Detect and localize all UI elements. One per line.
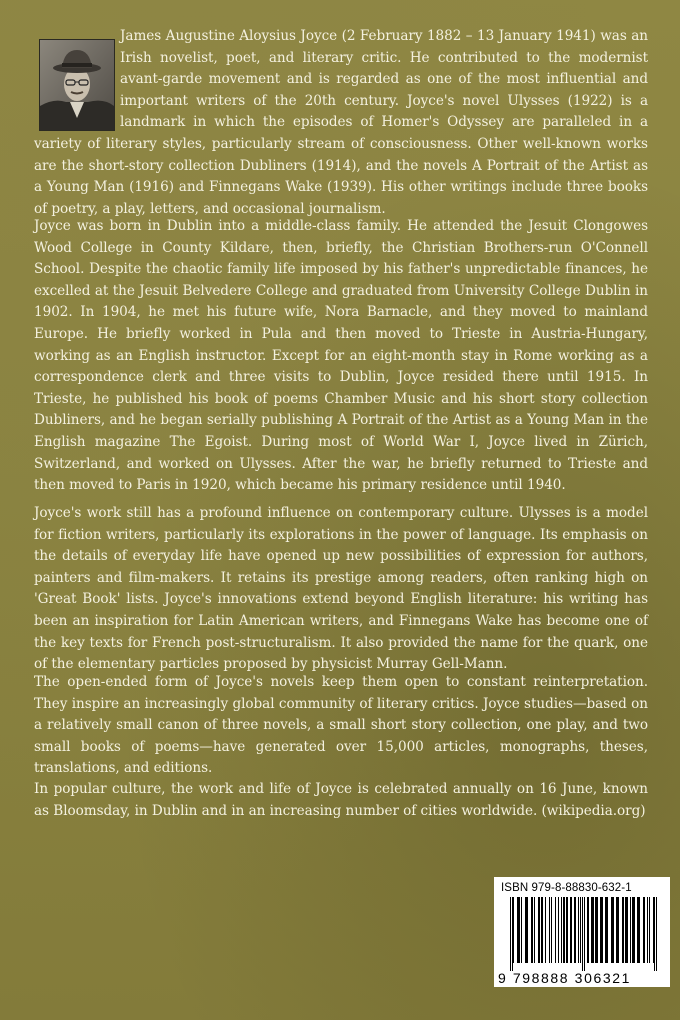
bio-paragraph-2 bbox=[34, 216, 648, 497]
barcode-bar bbox=[558, 897, 559, 963]
barcode-bar bbox=[570, 897, 572, 963]
barcode-bar bbox=[512, 897, 513, 971]
barcode-bar bbox=[647, 897, 648, 963]
portrait-spacer bbox=[34, 26, 120, 132]
barcode-bar bbox=[513, 897, 514, 963]
barcode-bar bbox=[510, 897, 511, 971]
barcode-bar bbox=[578, 897, 579, 963]
paragraph-text: James Augustine Aloysius Joyce (2 February 1882 – 13 January 1941) was an Irish novelist, poet, and literary critic. He contributed to the modernist avant-garde movement and is regarded as one of the most influential and important writers of the 20th century. Joyce's novel Ulysses (1922) is a landmark in which the episodes of Homer's Odyssey are paralleled in a variety of literary styles, particularly stream of consciousness. Other well-known works are the short-story collection Dubliners (1914), and the novels A Portrait of the Artist as a Young Man (1916) and Finnegans Wake (1939). His other writings include three books of poetry, a play, letters, and occasional journalism. bbox=[34, 28, 648, 217]
barcode-bar bbox=[616, 897, 619, 963]
barcode-bar bbox=[555, 897, 556, 963]
paragraph-text: In popular culture, the work and life of Joyce is celebrated annually on 16 June, known as Bloomsday, in Dublin and in an increasing number of cities worldwide. (wikipedia.org) bbox=[34, 781, 648, 819]
barcode-bar bbox=[637, 897, 640, 963]
barcode-bar bbox=[595, 897, 598, 963]
barcode-bar bbox=[625, 897, 628, 963]
barcode-bar bbox=[622, 897, 624, 963]
barcode-bar bbox=[580, 897, 581, 963]
isbn-barcode-box bbox=[494, 877, 670, 987]
barcode-bar bbox=[649, 897, 650, 963]
barcode-bar bbox=[561, 897, 562, 963]
paragraph-text: Joyce was born in Dublin into a middle-class family. He attended the Jesuit Clongowes Wood College in County Kildare, then, briefly, the Christian Brothers-run O'Connell School. Despite the chaotic family life imposed by his father's unpredictable finances, he excelled at the Jesuit Belvedere College and graduated from University College Dublin in 1902. In 1904, he met his future wife, Nora Barnacle, and they moved to mainland Europe. He briefly worked in Pula and then moved to Trieste in Austria-Hungary, working as an English instructor. Except for an eight-month stay in Rome working as a correspondence clerk and three visits to Dublin, Joyce resided there until 1915. In Trieste, he published his book of poems Chamber Music and his short story collection Dubliners, and he began serially publishing A Portrait of the Artist as a Young Man in the English magazine The Egoist. During most of World War I, Joyce lived in Zürich, Switzerland, and worked on Ulysses. After the war, he briefly returned to Trieste and then moved to Paris in 1920, which became his primary residence until 1940. bbox=[34, 218, 648, 494]
bio-paragraph-3 bbox=[34, 503, 648, 676]
barcode-bar bbox=[630, 897, 631, 963]
barcode-bar bbox=[656, 897, 657, 971]
isbn-label: ISBN 979-8-88830-632-1 bbox=[501, 882, 632, 894]
barcode-bar bbox=[584, 897, 585, 971]
barcode-bar bbox=[611, 897, 614, 963]
barcode-bar bbox=[643, 897, 645, 963]
barcode-bar bbox=[654, 897, 655, 971]
barcode-icon bbox=[508, 897, 660, 971]
barcode-bar bbox=[632, 897, 635, 963]
barcode-bar bbox=[521, 897, 522, 963]
barcode-bar bbox=[551, 897, 552, 963]
barcode-bar bbox=[549, 897, 550, 963]
barcode-bar bbox=[538, 897, 540, 963]
barcode-bar bbox=[563, 897, 565, 963]
bio-paragraph-1 bbox=[34, 26, 648, 220]
barcode-bar bbox=[574, 897, 576, 963]
barcode-bar bbox=[545, 897, 546, 963]
barcode-bar bbox=[525, 897, 528, 963]
barcode-bar bbox=[534, 897, 535, 963]
barcode-bar bbox=[517, 897, 520, 963]
barcode-bar bbox=[531, 897, 533, 963]
barcode-bar bbox=[587, 897, 589, 963]
barcode-bar bbox=[566, 897, 568, 963]
bio-paragraph-4 bbox=[34, 672, 648, 780]
barcode-digits: 9 798888 306321 bbox=[498, 970, 631, 986]
barcode-bar bbox=[582, 897, 583, 971]
barcode-bar bbox=[541, 897, 543, 963]
barcode-bar bbox=[605, 897, 608, 963]
paragraph-text: The open-ended form of Joyce's novels keep them open to constant reinterpretation. They inspire an increasingly global community of literary critics. Joyce studies—based on a relatively small canon of three novels, a small short story collection, one play, and two small books of poems—have generated over 15,000 articles, monographs, theses, translations, and editions. bbox=[34, 674, 648, 777]
barcode-bar bbox=[600, 897, 603, 963]
bio-paragraph-5 bbox=[34, 779, 648, 822]
barcode-bar bbox=[591, 897, 594, 963]
paragraph-text: Joyce's work still has a profound influence on contemporary culture. Ulysses is a model for fiction writers, particularly its explorations in the power of language. Its emphasis on the details of everyday life have opened up new possibilities of expression for authors, painters and film-makers. It retains its prestige among readers, often ranking high on 'Great Book' lists. Joyce's innovations extend beyond English literature: his writing has been an inspiration for Latin American writers, and Finnegans Wake has become one of the key texts for French post-structuralism. It also provided the name for the quark, one of the elementary particles proposed by physicist Murray Gell-Mann. bbox=[34, 505, 648, 673]
